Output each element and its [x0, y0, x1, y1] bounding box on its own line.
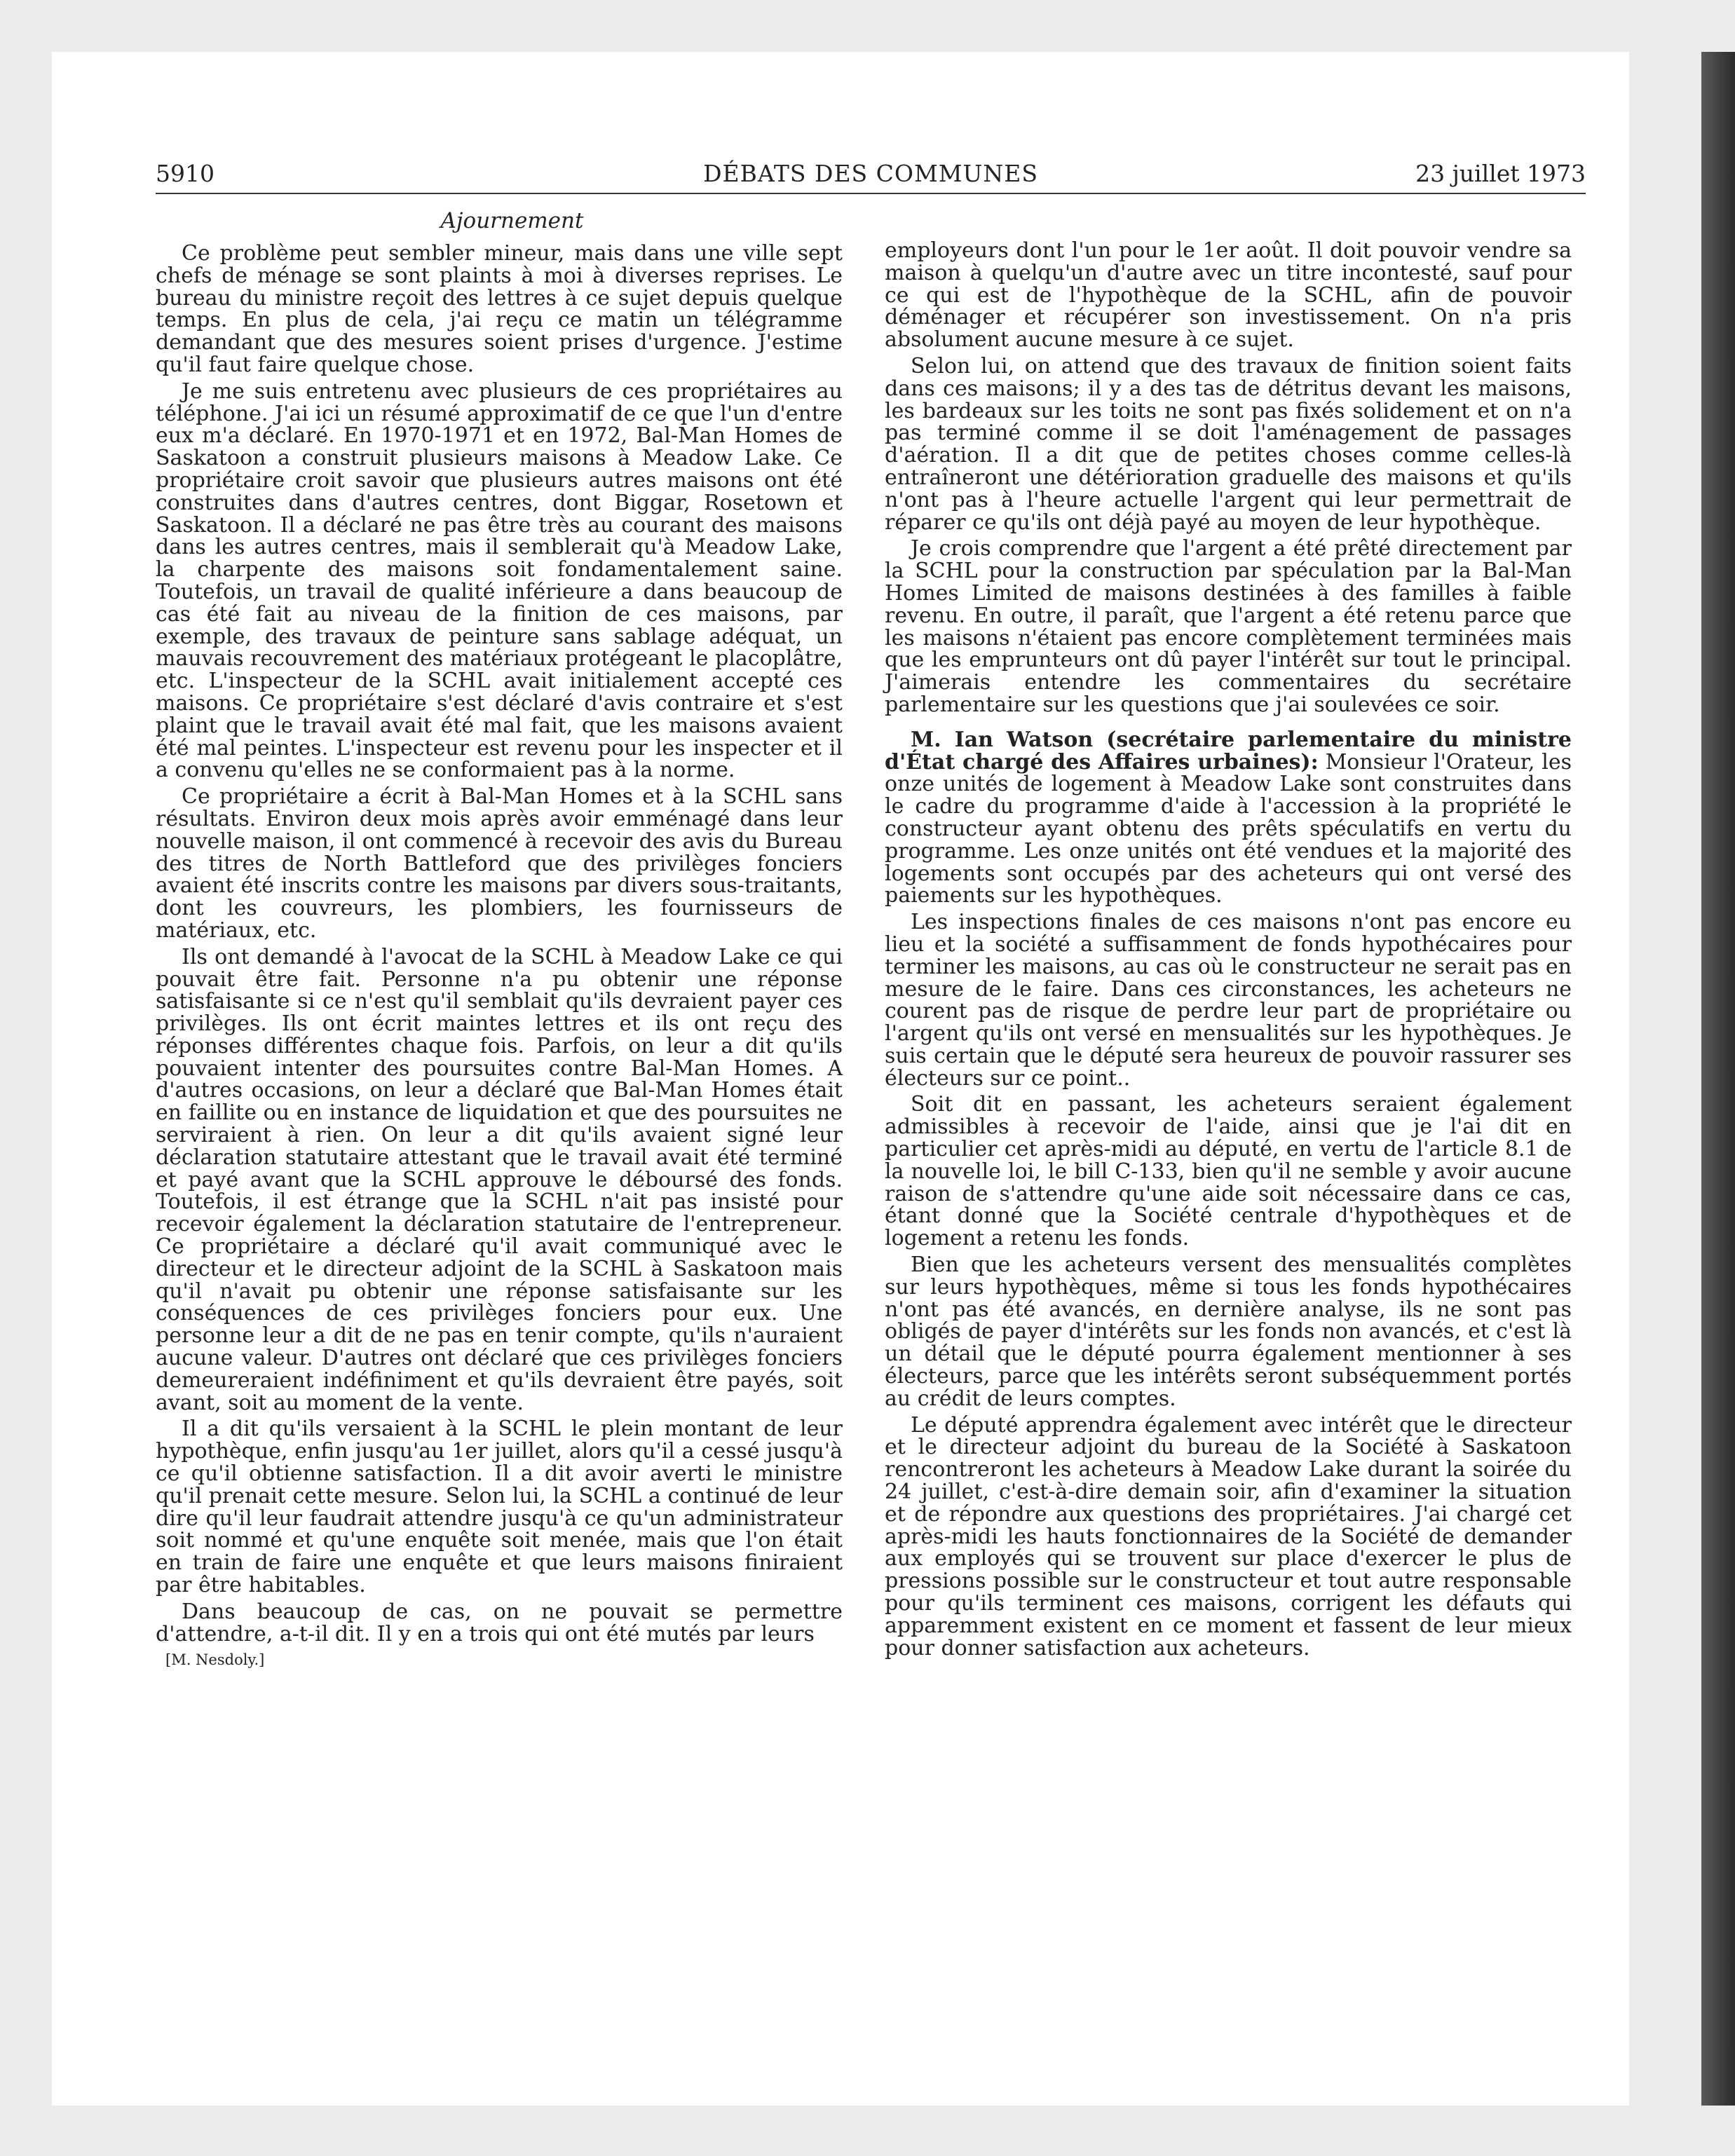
paragraph: Bien que les acheteurs versent des mensualités complètes sur leurs hypothèques, même si tous les fonds hypothécaires n'ont pas été avancés, en dernière analyse, ils ne sont pas obligés de payer d'intérêts sur les fonds non avancés, et c'est là un détail que le député pourra également mentionner à ses électeurs, parce que les intérêts seront subséquemment portés au crédit de leurs comptes.: [885, 1253, 1572, 1411]
header-rule: [156, 193, 1586, 194]
journal-title: DÉBATS DES COMMUNES: [703, 160, 1038, 187]
paragraph: Ils ont demandé à l'avocat de la SCHL à Meadow Lake ce qui pouvait être fait. Personne n'a pu obtenir une réponse satisfaisante si ce n'est qu'il semblait qu'ils devraient payer ces privilèges. Ils ont écrit maintes lettres et ils ont reçu des réponses différentes chaque fois. Parfois, on leur a dit qu'ils pouvaient intenter des poursuites contre Bal-Man Homes. A d'autres occasions, on leur a déclaré que Bal-Man Homes était en faillite ou en instance de liquidation et que des poursuites ne serviraient à rien. On leur a dit qu'ils avaient signé leur déclaration statutaire attestant que le travail avait été terminé et payé avant que la SCHL approuve le déboursé des fonds. Toutefois, il est étrange que la SCHL n'ait pas insisté pour recevoir également la déclaration statutaire de l'entrepreneur. Ce propriétaire a déclaré qu'il avait communiqué avec le directeur et le directeur adjoint de la SCHL à Saskatoon mais qu'il n'avait pu obtenir une réponse satisfaisante sur les conséquences de ces privilèges fonciers pour eux. Une personne leur a dit de ne pas en tenir compte, qu'ils n'auraient aucune valeur. D'autres ont déclaré que ces privilèges fonciers demeureraient indéfiniment et qu'ils devraient être payés, soit avant, soit au moment de la vente.: [156, 944, 843, 1415]
issue-date: 23 juillet 1973: [1415, 160, 1586, 187]
right-column: [885, 240, 1572, 1663]
paragraph: Soit dit en passant, les acheteurs seraient également admissibles à recevoir de l'aide, ainsi que je l'ai dit en particulier cet après-midi au député, en vertu de l'article 8.1 de la nouvelle loi, le bill C-133, bien qu'il ne semble y avoir aucune raison de s'attendre qu'une aide soit nécessaire dans ce cas, étant donné que la Société centrale d'hypothèques et de logement a retenu les fonds.: [885, 1092, 1572, 1251]
paragraph: Ce problème peut sembler mineur, mais dans une ville sept chefs de ménage se sont plaints à moi à diverses reprises. Le bureau du ministre reçoit des lettres à ce sujet depuis quelque temps. En plus de cela, j'ai reçu ce matin un télégramme demandant que des mesures soient prises d'urgence. J'estime qu'il faut faire quelque chose.: [156, 241, 843, 377]
paragraph: Je me suis entretenu avec plusieurs de ces propriétaires au téléphone. J'ai ici un résumé approximatif de ce que l'un d'entre eux m'a déclaré. En 1970-1971 et en 1972, Bal-Man Homes de Saskatoon a construit plusieurs maisons à Meadow Lake. Ce propriétaire croit savoir que plusieurs autres maisons ont été construites dans d'autres centres, dont Biggar, Rosetown et Saskatoon. Il a déclaré ne pas être très au courant des maisons dans les autres centres, mais il semblerait qu'à Meadow Lake, la charpente des maisons soit fondamentalement saine. Toutefois, un travail de qualité inférieure a dans beaucoup de cas été fait au niveau de la finition de ces maisons, par exemple, des travaux de peinture sans sablage adéquat, un mauvais recouvrement des matériaux protégeant le placoplâtre, etc. L'inspecteur de la SCHL avait initialement accepté ces maisons. Ce propriétaire s'est déclaré d'avis contraire et s'est plaint que le travail avait été mal fait, que les maisons avaient été mal peintes. L'inspecteur est revenu pour les inspecter et il a convenu qu'elles ne se conformaient pas à la norme.: [156, 378, 843, 783]
speaker-name: M. Ian Watson (secrétaire parlementaire du ministre d'État chargé des Affaires urbaines):: [885, 727, 1572, 775]
paragraph: Le député apprendra également avec intérêt que le directeur et le directeur adjoint du bureau de la Société à Saskatoon rencontreront les acheteurs à Meadow Lake durant la soirée du 24 juillet, c'est-à-dire demain soir, afin d'examiner la situation et de répondre aux questions des propriétaires. J'ai chargé cet après-midi les hauts fonctionnaires de la Société de demander aux employés qui se trouvent sur place d'exercer le plus de pressions possible sur le constructeur et tout autre responsable pour qu'ils terminent ces maisons, corrigent les défauts qui apparemment existent en ce moment et fassent de leur mieux pour donner satisfaction aux acheteurs.: [885, 1412, 1572, 1660]
section-heading: Ajournement: [440, 208, 584, 233]
paragraph: Les inspections finales de ces maisons n'ont pas encore eu lieu et la société a suffisamment de fonds hypothécaires pour terminer les maisons, au cas où le constructeur ne serait pas en mesure de le faire. Dans ces circonstances, les acheteurs ne courent pas de risque de perdre leur part de propriétaire ou l'argent qu'ils ont versé en mensualités sur les hypothèques. Je suis certain que le député sera heureux de pouvoir rassurer ses électeurs sur ce point..: [885, 910, 1572, 1091]
speech-paragraph: [885, 729, 1572, 907]
paragraph: Selon lui, on attend que des travaux de finition soient faits dans ces maisons; il y a des tas de détritus devant les maisons, les bardeaux sur les toits ne sont pas fixés solidement et on n'a pas terminé comme il se doit l'aménagement de passages d'aération. Il a dit que de petites choses comme celles-là entraîneront une détérioration graduelle des maisons et qu'ils n'ont pas à l'heure actuelle l'argent qui leur permettrait de réparer ce qu'ils ont déjà payé au moyen de leur hypothèque.: [885, 353, 1572, 535]
scan-edge: [1701, 52, 1735, 2106]
paragraph: Ce propriétaire a écrit à Bal-Man Homes et à la SCHL sans résultats. Environ deux mois après avoir emménagé dans leur nouvelle maison, il ont commencé à recevoir des avis du Bureau des titres de North Battleford que des privilèges fonciers avaient été inscrits contre les maisons par divers sous-traitants, dont les couvreurs, les plombiers, les fournisseurs de matériaux, etc.: [156, 784, 843, 943]
paragraph: Je crois comprendre que l'argent a été prêté directement par la SCHL pour la construction par spéculation par la Bal-Man Homes Limited de maisons destinées à des familles à faible revenu. En outre, il paraît, que l'argent a été retenu parce que les maisons n'étaient pas encore complètement terminées mais que les emprunteurs ont dû payer l'intérêt sur tout le principal. J'aimerais entendre les commentaires du secrétaire parlementaire sur les questions que j'ai soulevées ce soir.: [885, 536, 1572, 717]
speaker-signature: [M. Nesdoly.]: [165, 1651, 265, 1669]
paragraph: Dans beaucoup de cas, on ne pouvait se permettre d'attendre, a-t-il dit. Il y en a trois qui ont été mutés par leurs: [156, 1599, 843, 1646]
page-header: [156, 153, 1586, 195]
speech-text: Monsieur l'Orateur, les onze unités de logement à Meadow Lake sont construites dans le cadre du programme d'aide à l'accession à la propriété le constructeur ayant obtenu des prêts spéculatifs en vertu du programme. Les onze unités ont été vendues et la majorité des logements sont occupés par des acheteurs qui ont versé des paiements sur les hypothèques.: [885, 749, 1572, 908]
paragraph: Il a dit qu'ils versaient à la SCHL le plein montant de leur hypothèque, enfin jusqu'au 1er juillet, alors qu'il a cessé jusqu'à ce qu'il obtienne satisfaction. Il a dit avoir averti le ministre qu'il prenait cette mesure. Selon lui, la SCHL a continué de leur dire qu'il leur faudrait attendre jusqu'à ce qu'un administrateur soit nommé et qu'une enquête soit menée, mais que l'on était en train de faire une enquête et que leurs maisons finiraient par être habitables.: [156, 1417, 843, 1598]
left-column: [156, 203, 843, 1670]
paragraph: employeurs dont l'un pour le 1er août. Il doit pouvoir vendre sa maison à quelqu'un d'autre avec un titre incontesté, sauf pour ce qui est de l'hypothèque de la SCHL, afin de pouvoir déménager et récupérer son investissement. On n'a pris absolument aucune mesure à ce sujet.: [885, 238, 1572, 353]
page-number: 5910: [156, 160, 215, 187]
